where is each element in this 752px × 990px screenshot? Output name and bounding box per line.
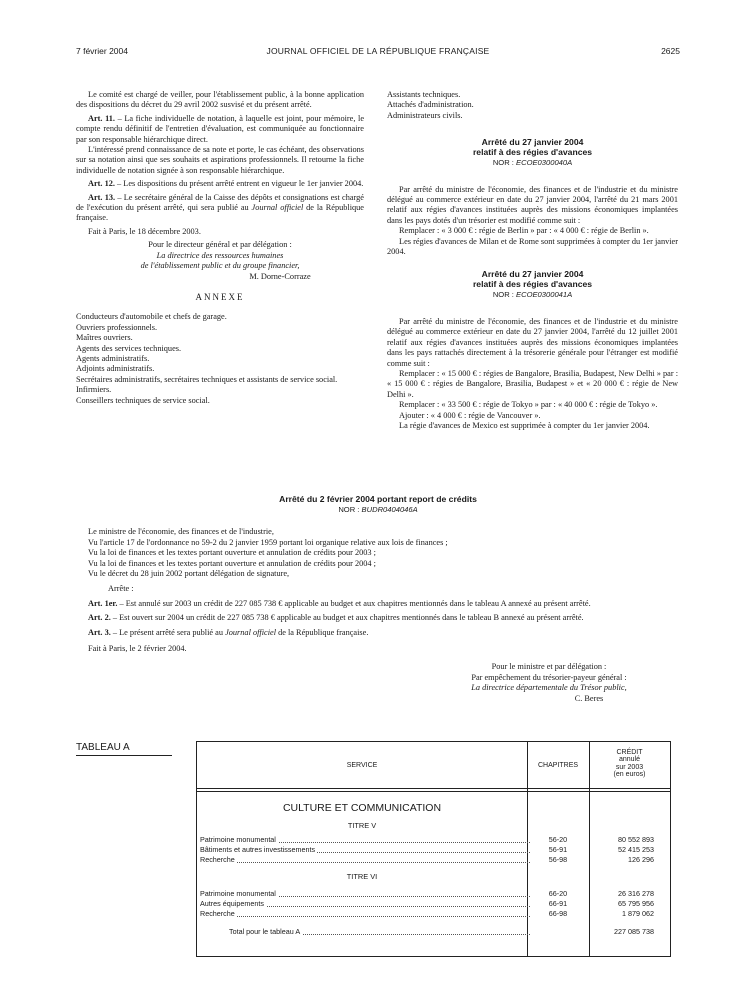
- signature-line: Pour le directeur général et par délégation :: [148, 240, 292, 250]
- table-row: Autres équipements 66-91 65 795 956: [200, 899, 654, 908]
- annexe-item: Conducteurs d'automobile et chefs de garage.: [76, 312, 227, 322]
- nor-reference: NOR : BUDR0404046A: [338, 505, 418, 514]
- annexe-item: Attachés d'administration.: [387, 100, 474, 110]
- full-width-decree: [76, 494, 680, 704]
- signature-date: Fait à Paris, le 2 février 2004.: [88, 644, 187, 654]
- table-row: Recherche 66-98 1 879 062: [200, 909, 654, 918]
- article-3: Art. 3. – Le présent arrêté sera publié au Journal officiel de la République française.: [88, 627, 369, 637]
- paragraph: Par arrêté du ministre de l'économie, des finances et de l'industrie et du ministre délégué au commerce extérieur en date du 27 janvier 2004, l'arrêté du 12 juillet 2001 relatif aux régies d'avances instituées auprès des missions économiques implantées dans les pays rattachés directement à la trésorerie générale pour l'étranger est modifié comme suit :: [387, 316, 678, 368]
- paragraph: Remplacer : « 15 000 € : régies de Bangalore, Brasilia, Budapest, New Delhi » par : « 15 000 € : régies de Bangalore, Brasilia, Budapest » et « 20 000 € : régie de New Delhi ».: [387, 368, 678, 399]
- paragraph: Le comité est chargé de veiller, pour l'établissement public, à la bonne application des dispositions du décret du 29 avril 2002 susvisé et du présent arrêté.: [76, 90, 364, 110]
- right-column: [387, 90, 678, 431]
- table-label-rule: [76, 755, 172, 756]
- annexe-item: Adjoints administratifs.: [76, 364, 155, 374]
- signature-block: [434, 662, 664, 704]
- table-row: Patrimoine monumental 66-20 26 316 278: [200, 889, 654, 898]
- paragraph: Par arrêté du ministre de l'économie, des finances et de l'industrie et du ministre délégué au commerce extérieur en date du 27 janvier 2004, l'arrêté du 21 mars 2001 relatif aux régies d'avances instituées auprès des missions économiques implantées dans les pays dotés d'un trésorier est modifié comme suit :: [387, 184, 678, 225]
- paragraph: Vu le décret du 28 juin 2002 portant délégation de signature,: [88, 569, 290, 579]
- annexe-item: Administrateurs civils.: [387, 110, 463, 120]
- annexe-item: Maîtres ouvriers.: [76, 333, 133, 343]
- decree-title: Arrêté du 27 janvier 2004: [481, 137, 584, 148]
- header-divider: [197, 788, 670, 789]
- article-12: Art. 12. – Les dispositions du présent arrêté entrent en vigueur le 1er janvier 2004.: [88, 179, 364, 189]
- decree-title: Arrêté du 2 février 2004 portant report de crédits: [279, 494, 477, 504]
- annexe-item: Agents des services techniques.: [76, 343, 182, 353]
- annexe-heading: ANNEXE: [195, 291, 245, 302]
- signature-line: Par empêchement du trésorier-payeur général :: [471, 672, 627, 682]
- signature-date: Fait à Paris, le 18 décembre 2003.: [88, 226, 201, 236]
- table-a: [196, 741, 671, 957]
- paragraph: Le ministre de l'économie, des finances et de l'industrie,: [88, 527, 274, 537]
- paragraph: Remplacer : « 33 500 € : régie de Tokyo » par : « 40 000 € : régie de Tokyo ».: [399, 400, 658, 410]
- table-label: TABLEAU A: [76, 742, 130, 753]
- paragraph: L'intéressé prend connaissance de sa note et porte, le cas échéant, des observations sur sa notation ainsi que ses souhaits et aspirations professionnels. Il retourne la fiche individuelle de notation signée à son responsable hiérarchique.: [76, 145, 364, 175]
- header-divider: [197, 791, 670, 792]
- arrete-label: Arrête :: [108, 584, 134, 594]
- article-11: Art. 11. – La fiche individuelle de notation, à laquelle est joint, pour mémoire, le compte rendu définitif de l'entretien d'évaluation, est communiquée au fonctionnaire par son responsable hiérarchique direct.: [76, 113, 364, 144]
- nor-reference: NOR : ECOE0300040A: [492, 158, 573, 168]
- column-header-service: SERVICE: [346, 762, 378, 769]
- column-header-chapitres: CHAPITRES: [537, 762, 579, 769]
- section-title: CULTURE ET COMMUNICATION: [282, 802, 442, 814]
- header-journal-title: JOURNAL OFFICIEL DE LA RÉPUBLIQUE FRANÇAISE: [266, 46, 490, 56]
- table-row: Bâtiments et autres investissements 56-91 52 415 253: [200, 845, 654, 854]
- signature-line: La directrice départementale du Trésor public,: [471, 683, 627, 693]
- header-page-number: 2625: [661, 46, 680, 56]
- table-total-row: Total pour le tableau A 227 085 738: [229, 927, 654, 936]
- decree-subtitle: relatif à des régies d'avances: [472, 147, 593, 158]
- signature-line: La directrice des ressources humaines: [156, 250, 284, 260]
- article-13: Art. 13. – Le secrétaire général de la Caisse des dépôts et consignations est chargé de l'exécution du présent arrêté, qui sera publié au Journal officiel de la République française.: [76, 192, 364, 223]
- signature-line: Pour le ministre et par délégation :: [491, 662, 607, 672]
- decree-title: Arrêté du 27 janvier 2004: [481, 269, 584, 280]
- signature-line: de l'établissement public et du groupe financier,: [140, 261, 300, 271]
- table-row: Patrimoine monumental 56-20 80 552 893: [200, 835, 654, 844]
- column-header-credit: CRÉDIT annulé sur 2003 (en euros): [613, 749, 646, 779]
- annexe-item: Conseillers techniques de service social.: [76, 395, 210, 405]
- signatory-name: C. Beres: [574, 693, 604, 703]
- titre-heading: TITRE VI: [346, 872, 378, 881]
- paragraph: Vu la loi de finances et les textes portant ouverture et annulation de crédits pour 2003 ;: [88, 548, 376, 558]
- annexe-item: Secrétaires administratifs, secrétaires techniques et assistants de service social.: [76, 374, 338, 384]
- left-column: [76, 90, 364, 406]
- paragraph: Ajouter : « 4 000 € : régie de Vancouver ».: [399, 410, 541, 420]
- annexe-item: Infirmiers.: [76, 385, 112, 395]
- paragraph: La régie d'avances de Mexico est supprimée à compter du 1er janvier 2004.: [399, 420, 650, 430]
- annexe-item: Agents administratifs.: [76, 353, 150, 363]
- header-date: 7 février 2004: [76, 46, 128, 56]
- article-2: Art. 2. – Est ouvert sur 2004 un crédit de 227 085 738 € applicable au budget et aux chapitres mentionnés dans le tableau B annexé au présent arrêté.: [88, 613, 584, 623]
- signatory-name: M. Dorne-Corraze: [249, 271, 311, 281]
- nor-reference: NOR : ECOE0300041A: [492, 290, 573, 300]
- table-row: Recherche 56-98 126 296: [200, 855, 654, 864]
- paragraph: Vu la loi de finances et les textes portant ouverture et annulation de crédits pour 2004 ;: [88, 558, 376, 568]
- annexe-item: Assistants techniques.: [387, 90, 461, 99]
- titre-heading: TITRE V: [347, 821, 377, 830]
- annexe-item: Ouvriers professionnels.: [76, 322, 158, 332]
- article-1: Art. 1er. – Est annulé sur 2003 un crédit de 227 085 738 € applicable au budget et aux chapitres mentionnés dans le tableau A annexé au présent arrêté.: [88, 598, 591, 608]
- paragraph: Vu l'article 17 de l'ordonnance no 59-2 du 2 janvier 1959 portant loi organique relative aux lois de finances ;: [88, 537, 448, 547]
- paragraph: Remplacer : « 3 000 € : régie de Berlin » par : « 4 000 € : régie de Berlin ».: [399, 226, 649, 236]
- paragraph: Les régies d'avances de Milan et de Rome sont supprimées à compter du 1er janvier 2004.: [387, 236, 678, 257]
- decree-subtitle: relatif à des régies d'avances: [472, 279, 593, 290]
